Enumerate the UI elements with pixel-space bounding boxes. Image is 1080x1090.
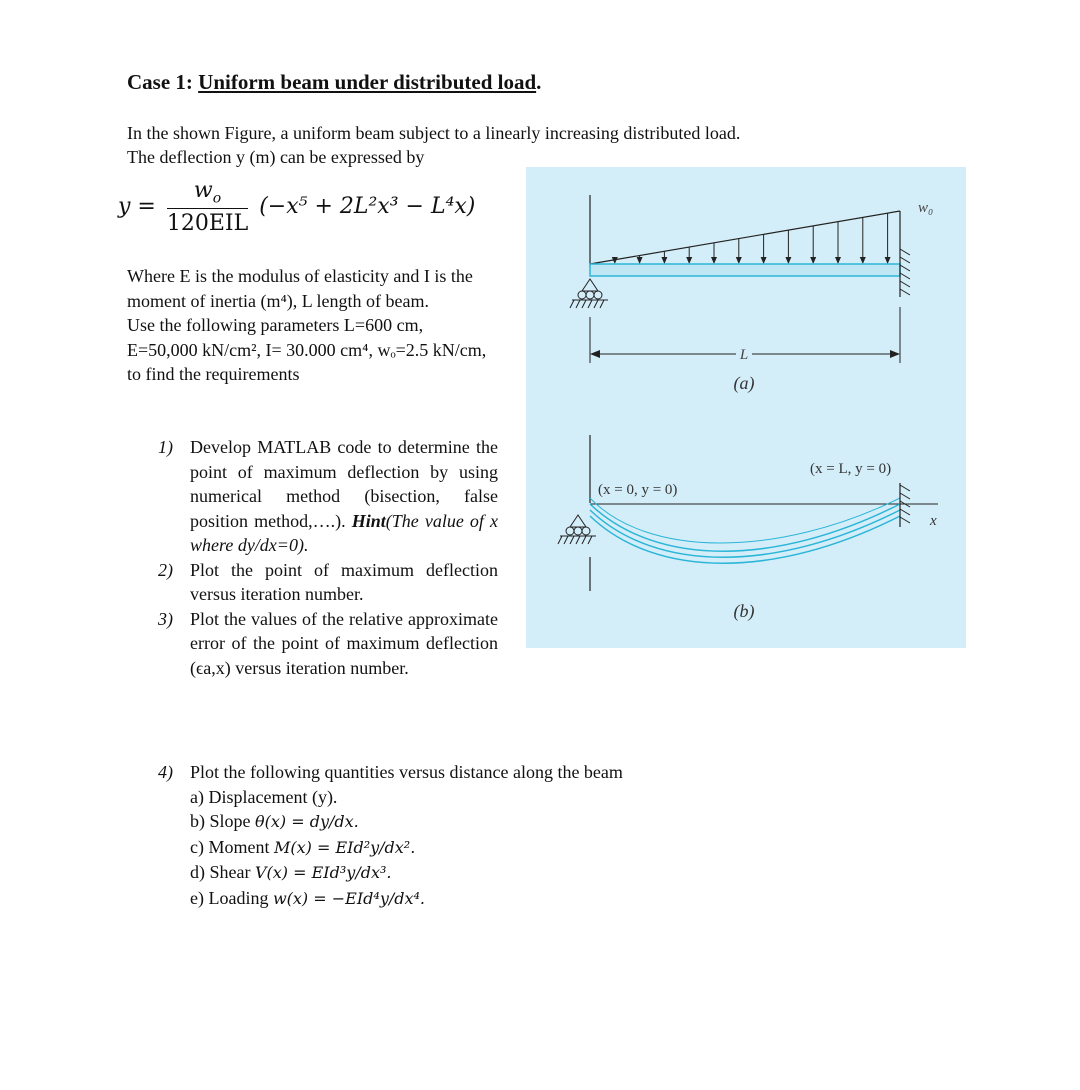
length-label: L bbox=[739, 347, 749, 363]
deflection-equation bbox=[118, 178, 475, 236]
parameters-values: Use the following parameters L=600 cm, E=50,000 kN/cm², I= 30.000 cm⁴, wₒ=2.5 kN/cm, to find the requirements bbox=[127, 315, 487, 384]
equation-denominator: 120EIL bbox=[166, 211, 249, 237]
intro-line-1: In the shown Figure, a uniform beam subject to a linearly increasing distributed load. bbox=[127, 123, 741, 143]
fixed-wall-b bbox=[900, 483, 910, 527]
title-underlined: Uniform beam under distributed load bbox=[198, 70, 537, 94]
beam-figure-svg bbox=[526, 167, 966, 648]
load-arrow-head bbox=[736, 257, 742, 264]
task4-sublist bbox=[190, 785, 758, 912]
sub-item-loading: e) Loading w(x) = −EId⁴y/dx⁴. bbox=[190, 887, 426, 908]
task-item-2: 2) Plot the point of maximum deflection versus iteration number. bbox=[158, 559, 498, 604]
load-arrow-head bbox=[785, 257, 791, 264]
intro-paragraph bbox=[127, 121, 887, 169]
load-arrow-head bbox=[885, 257, 891, 264]
parameters-definition: Where E is the modulus of elasticity and I is the moment of inertia (m⁴), L length of beam. bbox=[127, 266, 473, 311]
task-item-4: 4) Plot the following quantities versus distance along the beam a) Displacement (y). b) Slope θ(x) = dy/dx. c) Moment M(x) = EId²y/dx². d) Shear V(x) = EId³y/dx³. e) Loading w(x) = −EId⁴y/dx⁴. bbox=[158, 760, 758, 911]
beam-a bbox=[590, 264, 900, 276]
sub-item-shear: d) Shear V(x) = EId³y/dx³. bbox=[190, 862, 392, 882]
sub-item-displacement: a) Displacement (y). bbox=[190, 786, 338, 807]
load-arrow-head bbox=[761, 257, 767, 264]
right-point-label: (x = L, y = 0) bbox=[810, 461, 892, 477]
parameters-text bbox=[127, 264, 492, 387]
intro-line-2: The deflection y (m) can be expressed by bbox=[127, 147, 425, 167]
caption-b: (b) bbox=[733, 601, 755, 621]
sub-item-slope: b) Slope θ(x) = dy/dx. bbox=[190, 811, 359, 831]
load-line bbox=[590, 211, 900, 264]
load-arrow-head bbox=[637, 257, 643, 264]
deflected-beam bbox=[590, 498, 900, 563]
fixed-wall-a bbox=[900, 211, 910, 297]
load-arrow-head bbox=[835, 257, 841, 264]
task-list bbox=[158, 435, 498, 680]
load-arrow-head bbox=[686, 257, 692, 264]
task-item-1: 1) Develop MATLAB code to determine the point of maximum deflection by using numerical method (bisection, false position method,….). Hint(The value of x where dy/dx=0). bbox=[158, 437, 499, 555]
task-item-3: 3) Plot the values of the relative approximate error of the point of maximum deflection (ϵa,x) versus iteration number. bbox=[158, 608, 498, 678]
load-arrow-head bbox=[661, 257, 667, 264]
beam-figure bbox=[526, 167, 966, 648]
left-point-label: (x = 0, y = 0) bbox=[598, 482, 678, 498]
hint-label: Hint bbox=[351, 510, 386, 531]
x-axis-label: x bbox=[930, 513, 937, 529]
equation-rhs: (−x⁵ + 2L²x³ − L⁴x) bbox=[259, 194, 476, 220]
caption-a: (a) bbox=[733, 373, 755, 393]
load-arrow-head bbox=[810, 257, 816, 264]
roller-support-a bbox=[570, 279, 608, 308]
load-arrow-head bbox=[860, 257, 866, 264]
equation-numerator: $w_o$ bbox=[167, 178, 248, 209]
load-label: w₀ bbox=[918, 200, 934, 216]
load-arrows bbox=[612, 213, 891, 264]
sub-item-moment: c) Moment M(x) = EId²y/dx². bbox=[190, 836, 416, 857]
roller-support-b bbox=[558, 515, 596, 544]
equation-fraction bbox=[167, 178, 248, 236]
hint-text: (The value of x where dy/dx=0). bbox=[190, 510, 499, 555]
load-arrow-head bbox=[711, 257, 717, 264]
page-title: Case 1: Uniform beam under distributed load. bbox=[127, 70, 542, 94]
equation-lhs: y = bbox=[118, 194, 156, 220]
